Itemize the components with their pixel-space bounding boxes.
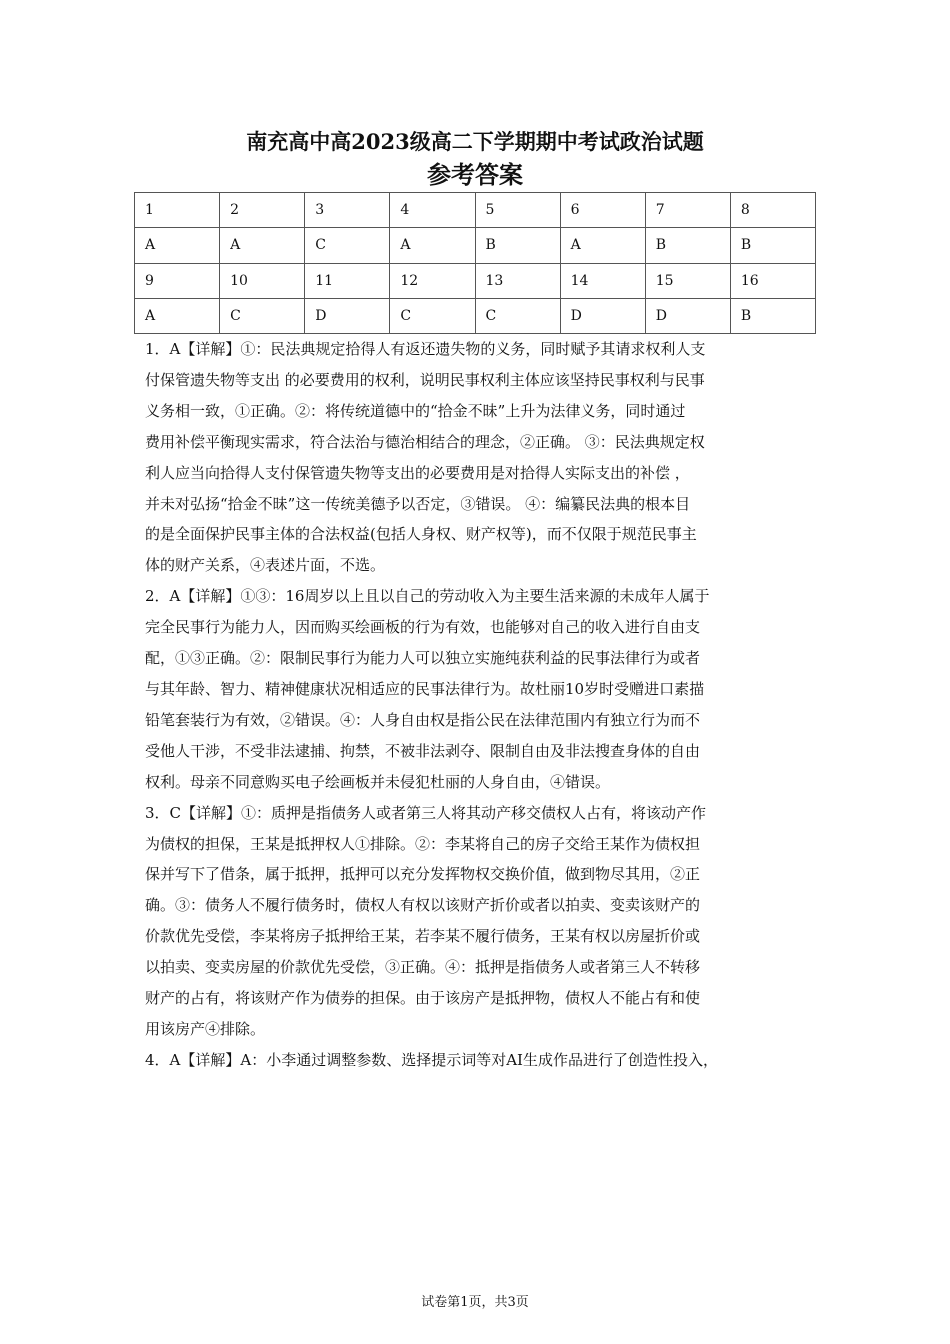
answer-cell: B	[730, 228, 815, 263]
question-number-cell: 9	[135, 263, 220, 298]
question-number-cell: 15	[645, 263, 730, 298]
table-row	[135, 298, 816, 333]
explanation-line: 确。③：债务人不履行债务时，债权人有权以该财产折价或者以拍卖、变卖该财产的	[145, 896, 701, 915]
explanations	[145, 334, 807, 1076]
explanation-line: 财产的占有，将该财产作为债券的担保。由于该房产是抵押物，债权人不能占有和使	[145, 989, 701, 1008]
answer-cell: B	[475, 228, 560, 263]
question-number-cell: 11	[305, 263, 390, 298]
answer-cell: D	[560, 298, 645, 333]
answer-cell: A	[135, 298, 220, 333]
answer-cell: B	[730, 298, 815, 333]
explanation-line: 以拍卖、变卖房屋的价款优先受偿，③正确。④：抵押是指债务人或者第三人不转移	[145, 958, 701, 977]
page-footer: 试卷第1页，共3页	[421, 1295, 529, 1310]
question-number-cell: 14	[560, 263, 645, 298]
explanation-line: 4．A【详解】A：小李通过调整参数、选择提示词等对AI生成作品进行了创造性投入，	[145, 1050, 718, 1069]
table-row	[135, 228, 816, 263]
explanation-line: 并未对弘扬“拾金不昧”这一传统美德予以否定，③错误。 ④：编纂民法典的根本目	[145, 494, 691, 513]
question-number-cell: 6	[560, 193, 645, 228]
answer-table	[134, 192, 816, 334]
answer-cell: A	[135, 228, 220, 263]
answer-cell: A	[390, 228, 475, 263]
explanation-line: 的是全面保护民事主体的合法权益(包括人身权、财产权等)，而不仅限于规范民事主	[145, 525, 697, 544]
explanation-line: 价款优先受偿，李某将房子抵押给王某，若李某不履行债务，王某有权以房屋折价或	[145, 927, 701, 946]
answer-cell: A	[560, 228, 645, 263]
document-subtitle: 参考答案	[427, 160, 523, 189]
question-number-cell: 5	[475, 193, 560, 228]
explanation-line: 受他人干涉，不受非法逮捕、拘禁，不被非法剥夺、限制自由及非法搜查身体的自由	[145, 741, 701, 760]
explanation-line: 2．A【详解】①③：16周岁以上且以自己的劳动收入为主要生活来源的未成年人属于	[145, 587, 710, 606]
explanation-line: 义务相一致，①正确。②：将传统道德中的“拾金不昧”上升为法律义务，同时通过	[145, 401, 686, 420]
explanation-line: 权利。母亲不同意购买电子绘画板并未侵犯杜丽的人身自由，④错误。	[145, 772, 611, 791]
question-number-cell: 16	[730, 263, 815, 298]
explanation-item	[145, 1045, 807, 1076]
explanation-line: 3．C【详解】①：质押是指债务人或者第三人将其动产移交债权人占有，将该动产作	[145, 803, 707, 822]
explanation-line: 为债权的担保，王某是抵押权人①排除。②：李某将自己的房子交给王某作为债权担	[145, 834, 701, 853]
explanation-line: 保并写下了借条，属于抵押，抵押可以充分发挥物权交换价值，做到物尽其用，②正	[145, 865, 701, 884]
explanation-line: 费用补偿平衡现实需求，符合法治与德治相结合的理念，②正确。 ③：民法典规定权	[145, 432, 705, 451]
answer-cell: C	[475, 298, 560, 333]
document-title: 南充高中高2023级高二下学期期中考试政治试题	[246, 129, 704, 154]
explanation-line: 完全民事行为能力人，因而购买绘画板的行为有效，也能够对自己的收入进行自由支	[145, 618, 701, 637]
table-row	[135, 263, 816, 298]
explanation-line: 与其年龄、智力、精神健康状况相适应的民事法律行为。故杜丽10岁时受赠进口素描	[145, 679, 705, 698]
question-number-cell: 10	[220, 263, 305, 298]
question-number-cell: 3	[305, 193, 390, 228]
answer-cell: C	[305, 228, 390, 263]
answer-cell: D	[305, 298, 390, 333]
explanation-item	[145, 798, 807, 1045]
explanation-item	[145, 334, 807, 581]
answer-cell: D	[645, 298, 730, 333]
answer-cell: C	[220, 298, 305, 333]
answer-cell: A	[220, 228, 305, 263]
question-number-cell: 8	[730, 193, 815, 228]
question-number-cell: 12	[390, 263, 475, 298]
explanation-item	[145, 581, 807, 797]
question-number-cell: 2	[220, 193, 305, 228]
explanation-line: 铅笔套装行为有效，②错误。④：人身自由权是指公民在法律范围内有独立行为而不	[145, 710, 701, 729]
question-number-cell: 13	[475, 263, 560, 298]
explanation-line: 用该房产④排除。	[145, 1019, 266, 1038]
table-row	[135, 193, 816, 228]
answer-cell: C	[390, 298, 475, 333]
explanation-line: 利人应当向拾得人支付保管遗失物等支出的必要费用是对拾得人实际支出的补偿 ，	[145, 463, 690, 482]
explanation-line: 体的财产关系，④表述片面，不选。	[145, 556, 386, 575]
explanation-line: 付保管遗失物等支出 的必要费用的权利，说明民事权利主体应该坚持民事权利与民事	[145, 370, 705, 389]
explanation-line: 配，①③正确。②：限制民事行为能力人可以独立实施纯获利益的民事法律行为或者	[145, 649, 701, 668]
question-number-cell: 4	[390, 193, 475, 228]
answer-cell: B	[645, 228, 730, 263]
question-number-cell: 1	[135, 193, 220, 228]
explanation-line: 1．A【详解】①：民法典规定拾得人有返还遗失物的义务，同时赋予其请求权利人支	[145, 340, 706, 358]
question-number-cell: 7	[645, 193, 730, 228]
